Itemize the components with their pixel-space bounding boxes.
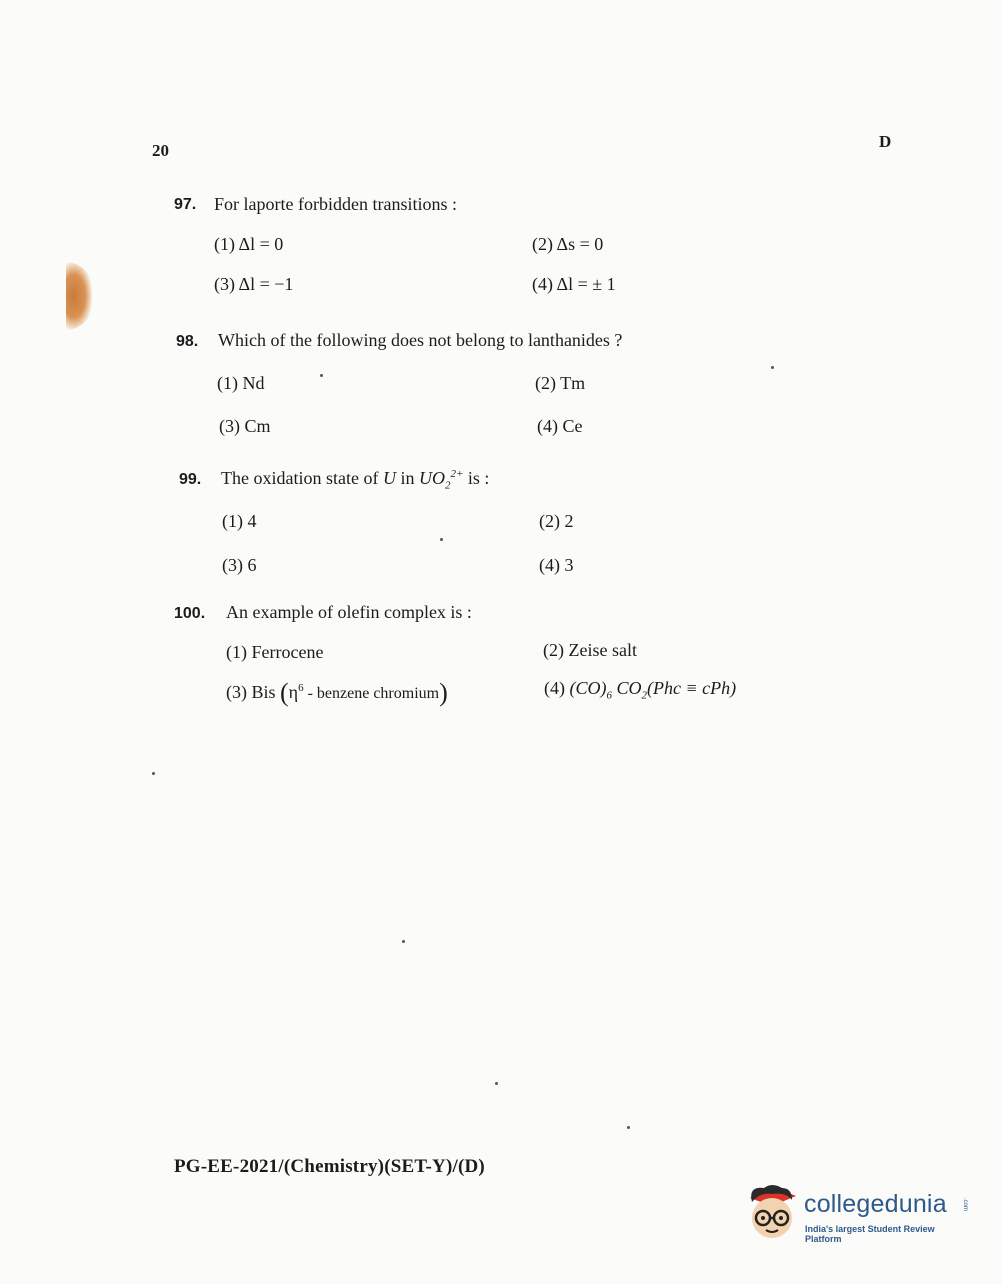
question-number: 97. bbox=[174, 196, 197, 213]
option-3: (3) Cm bbox=[219, 416, 271, 436]
question-number: 99. bbox=[179, 471, 202, 488]
scan-speck bbox=[402, 940, 405, 943]
edge-stain bbox=[66, 262, 92, 330]
question-number: 100. bbox=[174, 605, 206, 622]
scan-speck bbox=[771, 366, 774, 369]
collegedunia-logo bbox=[742, 1178, 972, 1250]
option-1: (1) Nd bbox=[217, 373, 265, 393]
scan-speck bbox=[320, 374, 323, 377]
option-4: (4) Δl = ± 1 bbox=[532, 274, 616, 294]
scan-speck bbox=[627, 1126, 630, 1129]
set-code: D bbox=[879, 132, 892, 151]
option-2: (2) Δs = 0 bbox=[532, 234, 604, 254]
option-2: (2) 2 bbox=[539, 511, 574, 531]
question-text: Which of the following does not belong to lanthanides ? bbox=[218, 330, 623, 350]
scan-speck bbox=[440, 538, 443, 541]
scan-speck bbox=[152, 772, 155, 775]
question-text: The oxidation state of U in $UO_2^{2+}$ is : bbox=[221, 468, 490, 492]
option-3: (3) 6 bbox=[222, 555, 257, 575]
uranyl-formula: $UO_2^{2+}$ bbox=[418, 468, 464, 492]
option-4: (4) 3 bbox=[539, 555, 574, 575]
option-3: (3) Bis ($\eta^6$ - benzene chromium) bbox=[226, 678, 448, 707]
option-2: (2) Zeise salt bbox=[543, 640, 637, 660]
option-1: (1) Δl = 0 bbox=[214, 234, 284, 254]
exam-code-footer: PG-EE-2021/(Chemistry)(SET-Y)/(D) bbox=[174, 1156, 485, 1177]
logo-wordmark: collegedunia bbox=[804, 1190, 947, 1218]
question-text: For laporte forbidden transitions : bbox=[214, 194, 457, 214]
scan-speck bbox=[495, 1082, 498, 1085]
logo-suffix: .com bbox=[962, 1198, 968, 1212]
option-4: (4) $(CO)_6$ $CO_2(Phc \equiv cPh)$ bbox=[544, 678, 737, 702]
question-number: 98. bbox=[176, 333, 199, 350]
option-1: (1) 4 bbox=[222, 511, 257, 531]
mascot-icon bbox=[742, 1180, 802, 1244]
logo-tagline: India's largest Student Review Platform bbox=[805, 1224, 935, 1244]
option-1: (1) Ferrocene bbox=[226, 642, 324, 662]
option-3: (3) Δl = −1 bbox=[214, 274, 294, 294]
page-number: 20 bbox=[152, 141, 169, 160]
question-text: An example of olefin complex is : bbox=[226, 602, 472, 622]
option-2: (2) Tm bbox=[535, 373, 586, 393]
option-4: (4) Ce bbox=[537, 416, 583, 436]
